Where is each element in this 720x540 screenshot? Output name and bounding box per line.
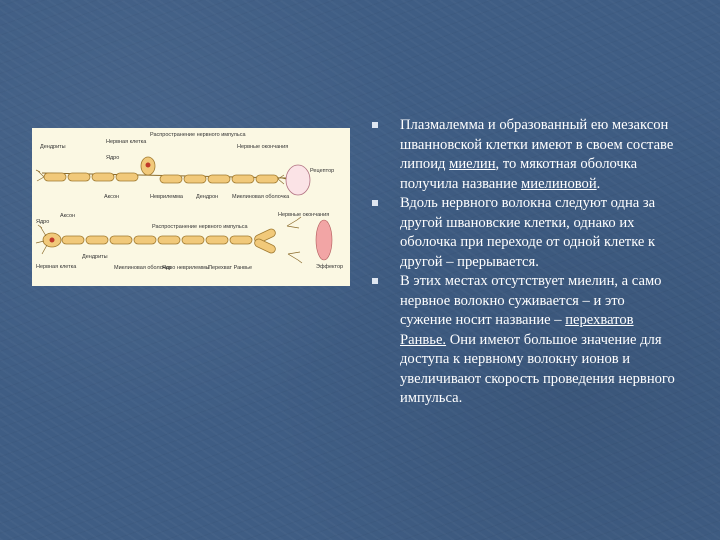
term-ranvier: перехватов Ранвье.	[400, 312, 634, 348]
label-axon: Аксон	[104, 194, 120, 200]
label-dendrites-bottom: Дендриты	[82, 254, 108, 260]
sensory-neuron	[36, 157, 310, 195]
label-neurilemma-nucleus: Ядро неврилеммы	[162, 265, 210, 271]
term-myelin: миелин	[449, 156, 496, 172]
label-nucleus-top: Ядро	[106, 155, 120, 161]
label-direction-bottom: Распространение нервного импульса	[152, 224, 248, 230]
label-nerve-endings-bottom: Нервные окончания	[278, 212, 330, 218]
label-neurilemma: Неврилемма	[150, 194, 183, 200]
label-myelin-sheath-bottom: Миелиновая оболочка	[114, 265, 172, 271]
bullet-item	[372, 194, 682, 272]
square-bullet-icon	[372, 122, 378, 128]
label-receptor: Рецептор	[310, 168, 335, 174]
label-dendrites: Дендриты	[40, 144, 66, 150]
label-effector: Эффектор	[316, 264, 344, 270]
label-direction-top: Распространение нервного импульса	[150, 132, 246, 138]
bullet-text-ranvier: В этих местах отсутствует миелин, а само нервное волокно суживается – и это сужение носит название – перехватов Ранвье. Они имеют большое значение для доступа к нервному волокну ионов и увеличивают скорость проведения нервного импульса.	[400, 273, 675, 406]
label-nerve-endings: Нервные окончания	[237, 144, 289, 150]
square-bullet-icon	[372, 200, 378, 206]
label-nerve-cell-bottom: Нервная клетка	[36, 264, 77, 270]
label-dendron: Дендрон	[196, 194, 219, 200]
bullet-list	[372, 116, 682, 409]
square-bullet-icon	[372, 278, 378, 284]
label-nucleus-bottom: Ядро	[36, 219, 50, 225]
label-myelin-sheath: Миелиновая оболочка	[232, 194, 290, 200]
label-nerve-cell: Нервная клетка	[106, 139, 147, 145]
neuron-diagram-svg	[32, 128, 350, 286]
label-axon-bottom: Аксон	[60, 213, 76, 219]
bullet-item	[372, 272, 682, 409]
bullet-item	[372, 116, 682, 194]
bullet-text-schwann: Вдоль нервного волокна следуют одна за другой швановские клетки, однако их оболочка при переходе от одной клетке к другой – прерывается.	[400, 195, 656, 270]
bullet-text-myelin: Плазмалемма и образованный ею мезаксон шванновской клетки имеют в своем составе липоид миелин, то мякотная оболочка получила название миелиновой.	[400, 117, 674, 192]
term-myelinated: миелиновой	[521, 175, 597, 192]
neuron-diagram	[32, 128, 350, 286]
label-ranvier-node: Перехват Ранвье	[208, 265, 253, 271]
